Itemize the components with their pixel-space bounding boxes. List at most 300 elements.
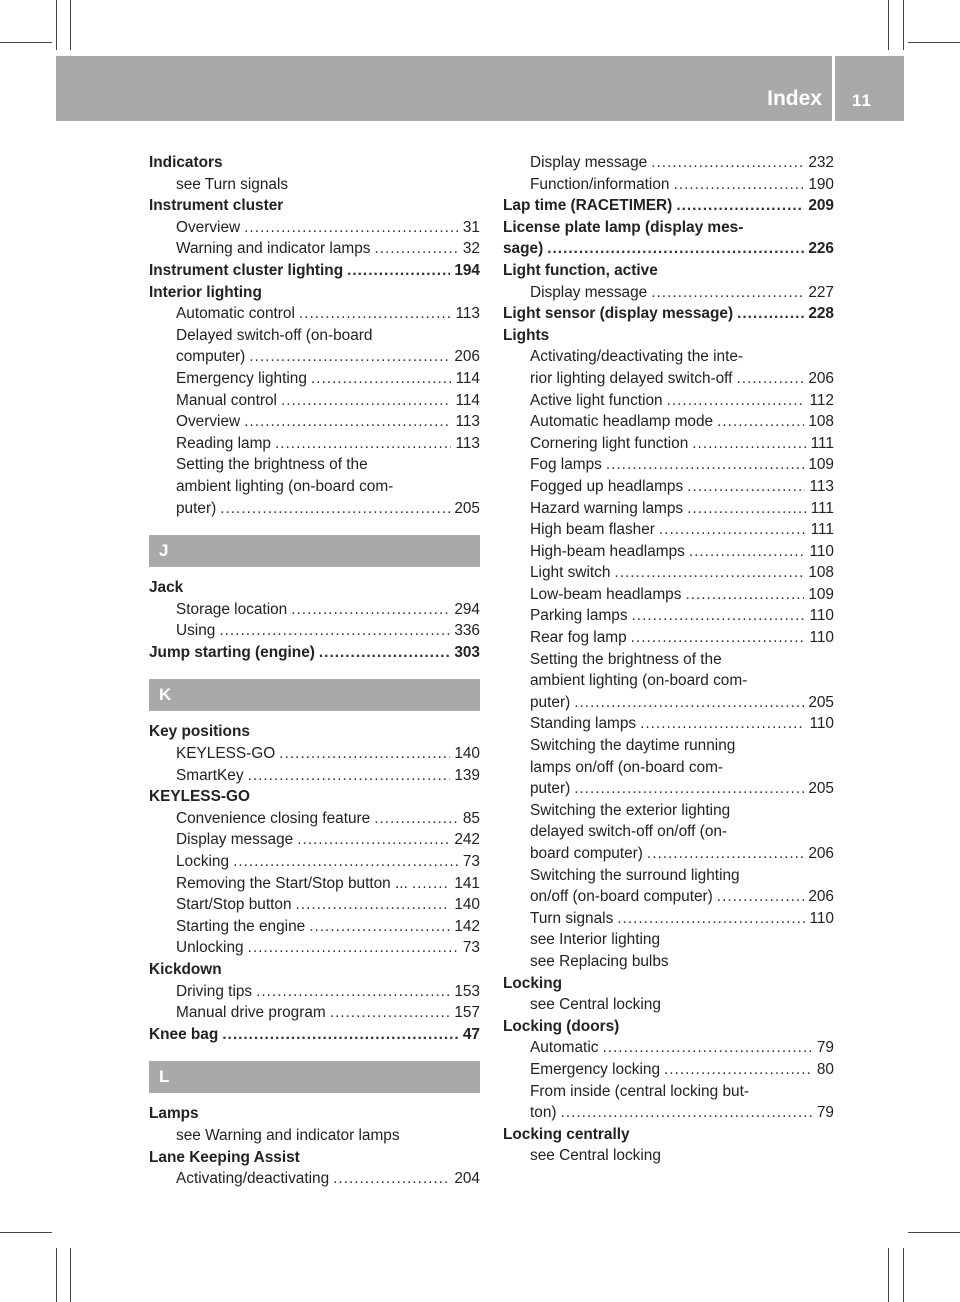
entry-text: Display message <box>176 831 294 849</box>
dot-leader <box>685 584 804 606</box>
page-ref: 153 <box>454 982 480 1000</box>
index-subentry <box>149 238 480 260</box>
index-subentry <box>149 808 480 830</box>
page-ref: 114 <box>455 369 480 387</box>
entry-text: Hazard warning lamps <box>530 499 684 517</box>
page-ref: 141 <box>454 874 480 892</box>
dot-leader <box>256 981 450 1003</box>
dot-leader <box>222 1024 459 1046</box>
index-subentry <box>503 498 834 520</box>
page-ref: 113 <box>455 305 480 323</box>
index-column-left <box>149 152 480 1190</box>
entry-text: Overview <box>176 218 241 236</box>
crop-mark <box>888 1248 889 1302</box>
crop-mark <box>70 0 71 50</box>
entry-text: Locking centrally <box>503 1125 630 1143</box>
index-subentry <box>503 541 834 563</box>
dot-leader <box>602 1037 812 1059</box>
page-ref: 206 <box>808 369 834 387</box>
entry-text: Turn signals <box>530 909 614 927</box>
entry-text: Indicators <box>149 154 223 171</box>
page-ref: 206 <box>454 348 480 366</box>
entry-text: Activating/deactivating the inte- <box>530 348 744 366</box>
index-subentry <box>149 325 480 347</box>
entry-text: Interior lighting <box>149 283 262 301</box>
index-subentry <box>503 562 834 584</box>
entry-text: see Central locking <box>530 996 661 1014</box>
page-ref: 206 <box>808 888 834 906</box>
entry-text: Storage location <box>176 600 288 618</box>
crop-mark <box>0 42 52 43</box>
dot-leader <box>659 519 807 541</box>
index-subentry <box>503 821 834 843</box>
page-ref: 204 <box>454 1170 480 1188</box>
index-subentry <box>503 519 834 541</box>
entry-text: Lamps <box>149 1105 199 1123</box>
page-ref: 32 <box>462 240 480 258</box>
index-subentry <box>503 951 834 973</box>
entry-text: Rear fog lamp <box>530 629 627 647</box>
entry-text: Switching the exterior lighting <box>530 801 731 819</box>
dot-leader <box>244 411 451 433</box>
entry-text: see Interior lighting <box>530 931 661 949</box>
dot-leader <box>275 433 451 455</box>
index-subentry <box>503 800 834 822</box>
dot-leader <box>279 743 450 765</box>
entry-text: Reading lamp <box>176 434 271 452</box>
dot-leader <box>249 346 450 368</box>
entry-text: Unlocking <box>176 939 244 957</box>
index-subentry <box>503 390 834 412</box>
dot-leader <box>664 1059 813 1081</box>
page-number: 11 <box>852 91 872 110</box>
page-ref: 111 <box>810 521 834 539</box>
dot-leader <box>617 908 805 930</box>
index-entry <box>503 195 834 217</box>
entry-text: ton) <box>530 1104 557 1122</box>
index-subentry <box>503 1145 834 1167</box>
page-ref: 111 <box>810 434 834 452</box>
entry-text: Light function, active <box>503 261 658 279</box>
dot-leader <box>692 433 806 455</box>
index-subentry <box>503 757 834 779</box>
entry-text: Light switch <box>530 564 611 582</box>
page-ref: 336 <box>454 622 480 640</box>
entry-text: Jump starting (engine) <box>149 643 315 661</box>
index-subentry <box>149 765 480 787</box>
index-entry <box>149 282 480 304</box>
index-subentry <box>149 829 480 851</box>
index-entry <box>149 1103 480 1125</box>
entry-text: Display message <box>530 154 648 171</box>
entry-text: see Turn signals <box>176 175 289 193</box>
index-subentry <box>149 743 480 765</box>
dot-leader <box>412 873 450 895</box>
entry-text: High beam flasher <box>530 521 655 539</box>
index-entry <box>503 303 834 325</box>
entry-text: Cornering light function <box>530 434 689 452</box>
index-subentry <box>149 411 480 433</box>
dot-leader <box>667 390 806 412</box>
index-subentry <box>503 433 834 455</box>
entry-text: Driving tips <box>176 982 253 1000</box>
index-subentry <box>149 476 480 498</box>
index-entry <box>503 1124 834 1146</box>
index-subentry <box>503 152 834 174</box>
page-ref: 73 <box>462 939 480 957</box>
dot-leader <box>631 627 806 649</box>
entry-text: Lights <box>503 326 550 344</box>
page-ref: 79 <box>816 1039 834 1057</box>
page-ref: 110 <box>809 542 834 560</box>
entry-text: KEYLESS-GO <box>176 745 276 763</box>
index-subentry <box>503 627 834 649</box>
entry-text: Automatic headlamp mode <box>530 413 714 431</box>
page-ref: 47 <box>462 1025 480 1043</box>
page-ref: 140 <box>454 896 480 914</box>
page-ref: 113 <box>455 434 480 452</box>
entry-text: see Replacing bulbs <box>530 952 669 970</box>
index-subentry <box>503 584 834 606</box>
entry-text: Display message <box>530 283 648 301</box>
index-subentry <box>503 735 834 757</box>
index-subentry <box>149 433 480 455</box>
index-subentry <box>503 1037 834 1059</box>
entry-text: Overview <box>176 413 241 431</box>
entry-text: on/off (on-board computer) <box>530 888 713 906</box>
page-ref: 303 <box>454 643 480 661</box>
index-entry <box>503 973 834 995</box>
entry-text: Activating/deactivating <box>176 1170 330 1188</box>
entry-text: rior lighting delayed switch-off <box>530 369 733 387</box>
dot-leader <box>299 303 452 325</box>
dot-leader <box>374 238 458 260</box>
dot-leader <box>248 937 459 959</box>
page-ref: 85 <box>462 809 480 827</box>
entry-text: Setting the brightness of the <box>530 650 722 668</box>
entry-text: Locking (doors) <box>503 1017 620 1035</box>
crop-mark <box>903 0 904 50</box>
index-subentry <box>149 174 480 196</box>
index-subentry <box>149 346 480 368</box>
dot-leader <box>219 620 450 642</box>
index-subentry <box>503 843 834 865</box>
entry-text: Lane Keeping Assist <box>149 1148 300 1166</box>
page-ref: 226 <box>808 240 834 258</box>
dot-leader <box>291 599 450 621</box>
index-subentry <box>503 368 834 390</box>
crop-mark <box>56 0 57 50</box>
index-entry <box>149 195 480 217</box>
entry-text: Jack <box>149 579 184 597</box>
entry-text: see Warning and indicator lamps <box>176 1126 400 1144</box>
index-subentry <box>149 1125 480 1147</box>
entry-text: KEYLESS-GO <box>149 788 250 806</box>
page-ref: 112 <box>809 391 834 409</box>
index-subentry <box>149 1002 480 1024</box>
crop-mark <box>0 1232 52 1233</box>
entry-text: see Central locking <box>530 1147 661 1165</box>
page-ref: 31 <box>462 218 480 236</box>
entry-text: Removing the Start/Stop button ... <box>176 874 408 892</box>
dot-leader <box>632 605 806 627</box>
index-subentry <box>149 873 480 895</box>
dot-leader <box>374 808 459 830</box>
index-entry <box>149 152 480 174</box>
index-subentry <box>503 476 834 498</box>
index-subentry <box>503 670 834 692</box>
page-ref: 194 <box>454 261 480 279</box>
dot-leader <box>737 303 804 325</box>
entry-text: Warning and indicator lamps <box>176 240 371 258</box>
page-ref: 108 <box>808 564 834 582</box>
entry-text: ambient lighting (on-board com- <box>176 477 394 495</box>
page-ref: 110 <box>809 715 834 733</box>
page-ref: 110 <box>809 909 834 927</box>
entry-text: Setting the brightness of the <box>176 456 368 474</box>
dot-leader <box>309 916 450 938</box>
dot-leader <box>574 778 804 800</box>
entry-text: Automatic <box>530 1039 599 1057</box>
section-letter-heading: K <box>149 679 480 711</box>
entry-text: Instrument cluster <box>149 197 284 215</box>
dot-leader <box>717 411 804 433</box>
index-subentry <box>503 649 834 671</box>
index-subentry <box>149 454 480 476</box>
entry-text: Locking <box>503 974 562 992</box>
dot-leader <box>687 498 806 520</box>
index-entry <box>149 1024 480 1046</box>
index-entry <box>149 786 480 808</box>
dot-leader <box>689 541 806 563</box>
page-ref: 205 <box>808 780 834 798</box>
page-ref: 209 <box>808 197 834 215</box>
dot-leader <box>319 642 450 664</box>
index-entry <box>503 217 834 239</box>
index-entry <box>503 260 834 282</box>
index-subentry <box>503 908 834 930</box>
crop-mark <box>903 1248 904 1302</box>
index-subentry <box>149 390 480 412</box>
dot-leader <box>673 174 804 196</box>
index-subentry <box>149 217 480 239</box>
page-ref: 80 <box>816 1060 834 1078</box>
entry-text: Fog lamps <box>530 456 602 474</box>
crop-mark <box>908 42 960 43</box>
entry-text: lamps on/off (on-board com- <box>530 758 724 776</box>
entry-text: Low-beam headlamps <box>530 585 682 603</box>
entry-text: Function/information <box>530 175 670 193</box>
dot-leader <box>606 454 804 476</box>
entry-text: Knee bag <box>149 1025 219 1043</box>
dot-leader <box>330 1002 451 1024</box>
dot-leader <box>640 713 805 735</box>
crop-mark <box>70 1248 71 1302</box>
index-subentry <box>503 1081 834 1103</box>
page-ref: 108 <box>808 413 834 431</box>
index-entry <box>149 959 480 981</box>
dot-leader <box>614 562 804 584</box>
index-subentry <box>149 368 480 390</box>
dot-leader <box>687 476 805 498</box>
entry-text: Automatic control <box>176 305 295 323</box>
entry-text: Parking lamps <box>530 607 628 625</box>
entry-text: puter) <box>530 780 571 798</box>
entry-text: Emergency locking <box>530 1060 661 1078</box>
entry-text: Starting the engine <box>176 917 306 935</box>
page-ref: 113 <box>809 477 834 495</box>
dot-leader <box>248 765 451 787</box>
entry-text: Key positions <box>149 723 250 741</box>
index-entry <box>149 577 480 599</box>
header-divider <box>832 56 835 121</box>
index-entry <box>503 238 834 260</box>
index-subentry <box>503 605 834 627</box>
entry-text: SmartKey <box>176 766 244 784</box>
dot-leader <box>281 390 452 412</box>
dot-leader <box>347 260 450 282</box>
index-subentry <box>149 303 480 325</box>
page-ref: 79 <box>816 1104 834 1122</box>
page-ref: 205 <box>808 693 834 711</box>
entry-text: From inside (central locking but- <box>530 1082 749 1100</box>
index-entry <box>149 260 480 282</box>
page-ref: 205 <box>454 499 480 517</box>
page-ref: 109 <box>808 456 834 474</box>
page-ref: 114 <box>455 391 480 409</box>
dot-leader <box>297 829 450 851</box>
page-ref: 139 <box>454 766 480 784</box>
page-ref: 110 <box>809 629 834 647</box>
page-ref: 113 <box>455 413 480 431</box>
index-subentry <box>149 916 480 938</box>
index-subentry <box>503 1059 834 1081</box>
index-entry <box>503 325 834 347</box>
index-subentry <box>149 620 480 642</box>
page-ref: 190 <box>808 175 834 193</box>
entry-text: Switching the daytime running <box>530 737 736 755</box>
page-ref: 157 <box>454 1004 480 1022</box>
page-title: Index <box>767 87 822 110</box>
index-subentry <box>503 346 834 368</box>
entry-text: Manual control <box>176 391 277 409</box>
index-subentry <box>149 599 480 621</box>
dot-leader <box>647 843 804 865</box>
index-subentry <box>503 411 834 433</box>
entry-text: Fogged up headlamps <box>530 477 684 495</box>
crop-mark <box>908 1232 960 1233</box>
index-column-right <box>503 152 834 1167</box>
index-subentry <box>503 1102 834 1124</box>
dot-leader <box>651 152 804 174</box>
index-subentry <box>503 713 834 735</box>
dot-leader <box>717 886 805 908</box>
section-letter-heading: L <box>149 1061 480 1093</box>
index-entry <box>149 1147 480 1169</box>
index-subentry <box>503 778 834 800</box>
dot-leader <box>676 195 804 217</box>
page-ref: 227 <box>808 283 834 301</box>
page-ref: 110 <box>809 607 834 625</box>
entry-text: puter) <box>176 499 217 517</box>
entry-text: ambient lighting (on-board com- <box>530 672 748 690</box>
entry-text: Switching the surround lighting <box>530 866 740 884</box>
dot-leader <box>244 217 459 239</box>
entry-text: puter) <box>530 693 571 711</box>
entry-text: Using <box>176 622 216 640</box>
page-ref: 111 <box>810 499 834 517</box>
entry-text: Locking <box>176 853 230 871</box>
dot-leader <box>233 851 459 873</box>
index-subentry <box>503 865 834 887</box>
index-subentry <box>503 454 834 476</box>
crop-mark <box>888 0 889 50</box>
dot-leader <box>574 692 804 714</box>
dot-leader <box>311 368 452 390</box>
page-ref: 232 <box>808 154 834 171</box>
page-ref: 73 <box>462 853 480 871</box>
index-subentry <box>149 498 480 520</box>
entry-text: Convenience closing feature <box>176 809 371 827</box>
index-subentry <box>149 1168 480 1190</box>
index-subentry <box>503 994 834 1016</box>
entry-text: Start/Stop button <box>176 896 292 914</box>
section-letter-heading: J <box>149 535 480 567</box>
dot-leader <box>736 368 804 390</box>
page-ref: 206 <box>808 845 834 862</box>
entry-text: Instrument cluster lighting <box>149 261 344 279</box>
entry-text: board computer) <box>530 845 643 862</box>
index-subentry <box>149 851 480 873</box>
page-ref: 242 <box>454 831 480 849</box>
page-ref: 140 <box>454 745 480 763</box>
entry-text: Standing lamps <box>530 715 637 733</box>
entry-text: License plate lamp (display mes- <box>503 218 744 236</box>
entry-text: sage) <box>503 240 544 258</box>
entry-text: High-beam headlamps <box>530 542 685 560</box>
index-subentry <box>149 894 480 916</box>
index-subentry <box>503 692 834 714</box>
dot-leader <box>547 238 804 260</box>
dot-leader <box>651 282 804 304</box>
index-subentry <box>503 282 834 304</box>
dot-leader <box>220 498 450 520</box>
dot-leader <box>333 1168 450 1190</box>
entry-text: Active light function <box>530 391 663 409</box>
entry-text: Light sensor (display message) <box>503 305 734 323</box>
page-ref: 142 <box>454 917 480 935</box>
page-ref: 228 <box>808 305 834 323</box>
page-ref: 294 <box>454 600 480 618</box>
entry-text: computer) <box>176 348 246 366</box>
index-subentry <box>503 929 834 951</box>
index-subentry <box>149 981 480 1003</box>
entry-text: delayed switch-off on/off (on- <box>530 823 728 841</box>
crop-mark <box>56 1248 57 1302</box>
index-entry <box>149 721 480 743</box>
index-entry <box>503 1016 834 1038</box>
dot-leader <box>296 894 451 916</box>
index-subentry <box>149 937 480 959</box>
dot-leader <box>561 1102 813 1124</box>
index-entry <box>149 642 480 664</box>
index-subentry <box>503 174 834 196</box>
index-subentry <box>503 886 834 908</box>
entry-text: Emergency lighting <box>176 369 307 387</box>
entry-text: Lap time (RACETIMER) <box>503 197 673 215</box>
entry-text: Manual drive program <box>176 1004 326 1022</box>
entry-text: Kickdown <box>149 961 222 978</box>
